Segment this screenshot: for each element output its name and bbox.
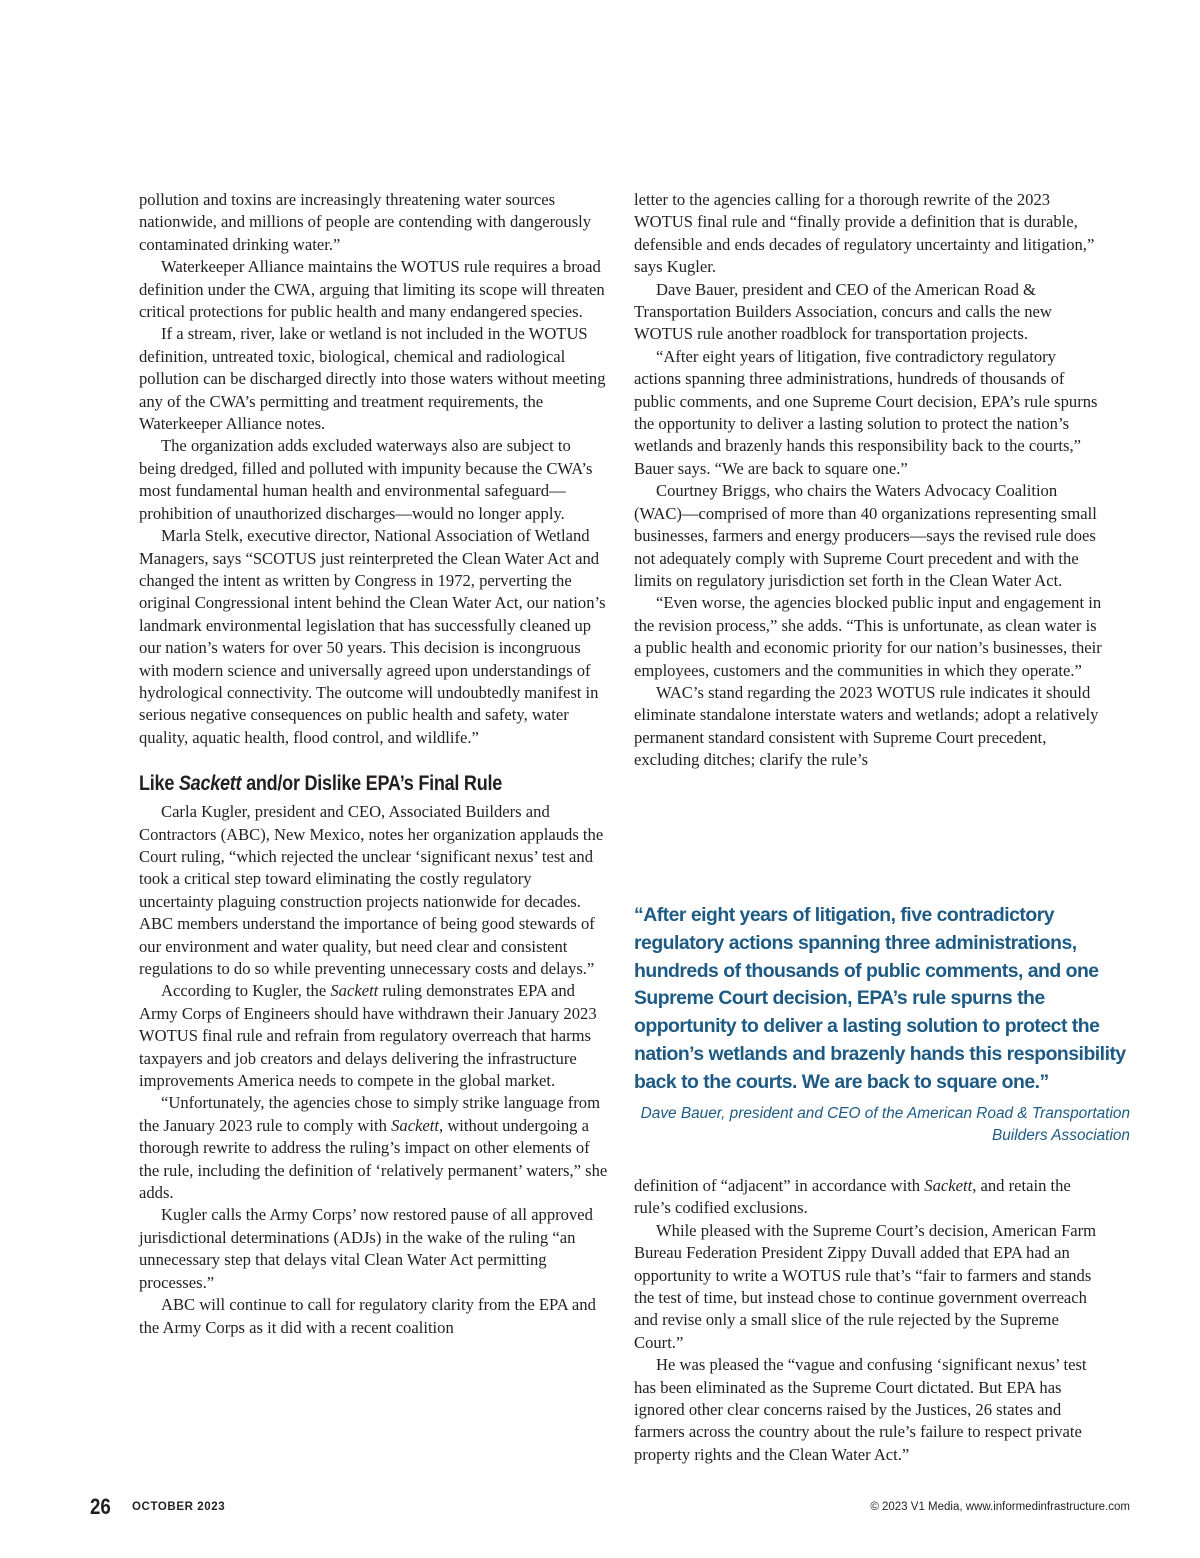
paragraph: Courtney Briggs, who chairs the Waters Advocacy Coalition (WAC)—comprised of more than 40 organizations representing small businesses, farmers and energy producers—says the revised rule does not adequately comply with Supreme Court precedent and with the limits on regulatory jurisdiction set forth in the Clean Water Act. (634, 481, 1097, 590)
paragraph: The organization adds excluded waterways also are subject to being dredged, filled and polluted with impunity because the CWA’s most fundamental human health and environmental safeguard— prohibition of unauthorized discharges—would no longer apply. (139, 436, 593, 523)
paragraph: While pleased with the Supreme Court’s decision, American Farm Bureau Federation President Zippy Duvall added that EPA had an opportunity to write a WOTUS rule that’s “fair to farmers and stands the test of time, but instead chose to continue government overreach and revise only a small slice of the rule rejected by the Supreme Court.” (634, 1220, 1097, 1352)
text-run: definition of “adjacent” in accordance with (634, 1176, 925, 1195)
paragraph: Kugler calls the Army Corps’ now restored pause of all approved jurisdictional determinations (ADJs) in the wake of the ruling “an unnecessary step that delays vital Clean Water Act permitting processes.” (139, 1205, 593, 1292)
italic-text: Sackett (391, 1115, 440, 1135)
text-run: “Unfortunately, the agencies chose to simply strike language from the January 2023 rule to comply with (139, 1093, 600, 1135)
text-run: , without undergoing a thorough rewrite to address the ruling’s impact on other elements of the rule, including the definition of ‘relatively permanent’ waters,” she adds. (139, 1115, 608, 1203)
paragraph: Dave Bauer, president and CEO of the American Road & Transportation Builders Association, concurs and calls the new WOTUS rule another roadblock for transportation projects. (634, 279, 1052, 344)
subhead-italic-text: Sackett (178, 772, 242, 796)
paragraph: Waterkeeper Alliance maintains the WOTUS rule requires a broad definition under the CWA, arguing that limiting its scope will threaten critical protections for public health and many endangered species. (139, 257, 605, 322)
paragraph: Carla Kugler, president and CEO, Associated Builders and Contractors (ABC), New Mexico, notes her organization applauds the Court ruling, “which rejected the unclear ‘significant nexus’ test and took a critical step toward eliminating the costly regulatory uncertainty plaguing construction projects nationwide for decades. ABC members understand the importance of being good stewards of our environment and water quality, but need clear and consistent regulations to do so while preventing unnecessary costs and delays.” (139, 802, 604, 978)
text-run: ruling demonstrates EPA and Army Corps of Engineers should have withdrawn their January 2023 WOTUS final rule and refrain from regulatory overreach that harms taxpayers and job creators and delays delivering the infrastructure improvements America needs to compete in the global market. (139, 981, 597, 1091)
page-number: 26 (90, 1494, 111, 1519)
pull-quote-text: “After eight years of litigation, five contradictory regulatory actions spanning three administrations, hundreds of thousands of public comments, and one Supreme Court decision, EPA’s rule spurns the opportunity to deliver a lasting solution to protect the nation’s wetlands and brazenly hands this responsibility back to the courts. We are back to square one.” (634, 904, 1126, 1093)
paragraph: “After eight years of litigation, five contradictory regulatory actions spanning three administrations, hundreds of thousands of public comments, and one Supreme Court decision, EPA’s rule spurns the opportunity to deliver a lasting solution to protect the nation’s wetlands and brazenly hands this responsibility back to the courts,” Bauer says. “We are back to square one.” (634, 346, 1098, 478)
pull-quote-attribution: Dave Bauer, president and CEO of the American Road & Transportation Builders Association (640, 1104, 1130, 1144)
paragraph (634, 1175, 1104, 1220)
italic-text: Sackett (924, 1176, 973, 1195)
paragraph: Marla Stelk, executive director, National Association of Wetland Managers, says “SCOTUS just reinterpreted the Clean Water Act and changed the intent as written by Congress in 1972, perverting the original Congressional intent behind the Clean Water Act, our nation’s landmark environmental legislation that has successfully cleaned up our nation’s waters for over 50 years. This decision is incongruous with modern science and universally agreed upon understandings of hydrological connectivity. The outcome will undoubtedly manifest in serious negative consequences on public health and safety, water quality, aquatic health, flood control, and wildlife.” (139, 526, 606, 747)
copyright-notice: © 2023 V1 Media, www.informedinfrastructure.com (870, 1501, 1130, 1513)
paragraph: letter to the agencies calling for a thorough rewrite of the 2023 WOTUS final rule and “finally provide a definition that is durable, defensible and ends decades of regulatory uncertainty and litigation,” says Kugler. (634, 190, 1095, 277)
paragraph: “Even worse, the agencies blocked public input and engagement in the revision process,” she adds. “This is unfortunate, as clean water is a public health and economic priority for our nation’s businesses, their employees, customers and the communities in which they operate.” (634, 593, 1102, 680)
right-column (634, 189, 1104, 772)
paragraph: He was pleased the “vague and confusing ‘significant nexus’ test has been eliminated as the Supreme Court dictated. But EPA has ignored other clear concerns raised by the Justices, 26 states and farmers across the country about the rule’s failure to respect private property rights and the Clean Water Act.” (634, 1355, 1087, 1464)
paragraph: pollution and toxins are increasingly threatening water sources nationwide, and millions of people are contending with dangerously contaminated drinking water.” (139, 190, 592, 254)
page-footer (90, 1494, 1130, 1522)
right-column-continued (634, 1175, 1104, 1466)
pull-quote (634, 902, 1134, 1147)
section-subheading (139, 771, 621, 797)
subhead-text: Like (139, 772, 179, 796)
subhead-text: and/or Dislike EPA’s Final Rule (241, 772, 503, 796)
text-run: , and retain the rule’s codified exclusions. (634, 1176, 1071, 1218)
text-run: According to Kugler, the (161, 981, 331, 1001)
paragraph: If a stream, river, lake or wetland is not included in the WOTUS definition, untreated toxic, biological, chemical and radiological pollution can be discharged directly into those waters without meeting any of the CWA’s permitting and treatment requirements, the Waterkeeper Alliance notes. (139, 324, 606, 434)
left-column (139, 189, 609, 1339)
italic-text: Sackett (330, 981, 379, 1001)
paragraph: WAC’s stand regarding the 2023 WOTUS rule indicates it should eliminate standalone interstate waters and wetlands; adopt a relatively permanent standard consistent with Supreme Court precedent, excluding ditches; clarify the rule’s (634, 682, 1099, 770)
issue-date: OCTOBER 2023 (132, 1501, 226, 1513)
paragraph (139, 1092, 609, 1204)
paragraph: ABC will continue to call for regulatory clarity from the EPA and the Army Corps as it did with a recent coalition (139, 1295, 596, 1337)
paragraph (139, 980, 609, 1092)
